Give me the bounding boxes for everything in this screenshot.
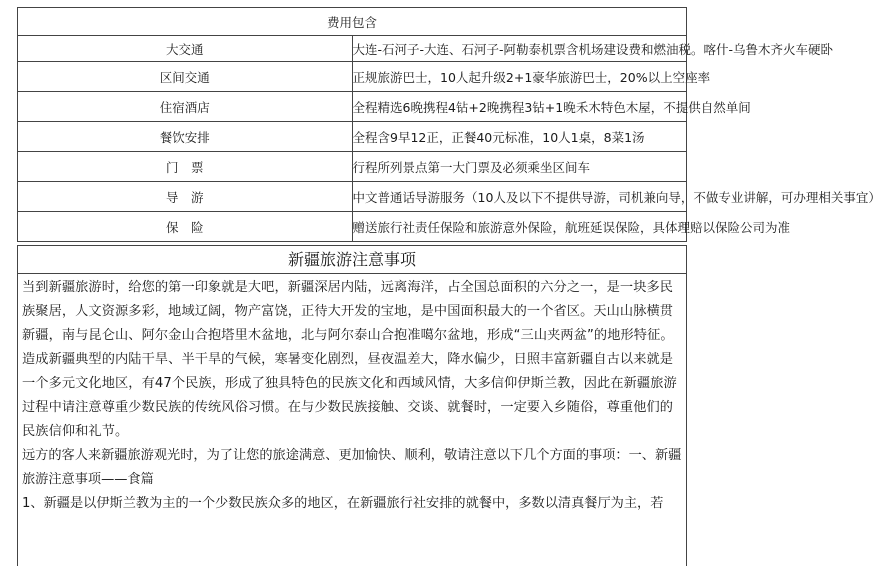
notes-paragraph: 当到新疆旅游时，给您的第一印象就是大吧，新疆深居内陆，远离海洋，占全国总面积的六分之一，是一块多民族聚居，人文资源多彩，地域辽阔，物产富饶，正待大开发的宝地，是中国面积最大的一个省区。天山山脉横贯新疆，南与昆仑山、阿尔金山合抱塔里木盆地，北与阿尔泰山合抱准噶尔盆地，形成“三山夹两盆”的地形特征。造成新疆典型的内陆干旱、半干旱的气候，寒暑变化剧烈，昼夜温差大，降水偏少，日照丰富新疆自古以来就是一个多元文化地区，有47个民族，形成了独具特色的民族文化和西域风情，大多信仰伊斯兰教，因此在新疆旅游过程中请注意尊重少数民族的传统风俗习惯。在与少数民族接触、交谈、就餐时，一定要入乡随俗，尊重他们的民族信仰和礼节。 [22, 280, 677, 439]
row-label: 区间交通 [18, 62, 353, 92]
row-content: 中文普通话导游服务（10人及以下不提供导游，司机兼向导，不做专业讲解，可办理相关事宜） [352, 182, 687, 212]
row-content: 正规旅游巴士，10人起升级2+1豪华旅游巴士，20%以上空座率 [352, 62, 687, 92]
row-label: 导 游 [18, 182, 353, 212]
fees-table-title: 费用包含 [18, 8, 687, 36]
row-label: 餐饮安排 [18, 122, 353, 152]
table-row [18, 36, 687, 62]
row-content: 全程含9早12正，正餐40元标准，10人1桌，8菜1汤 [352, 122, 687, 152]
row-label: 住宿酒店 [18, 92, 353, 122]
row-content: 赠送旅行社责任保险和旅游意外保险，航班延误保险，具体理赔以保险公司为准 [352, 212, 687, 242]
row-label: 保 险 [18, 212, 353, 242]
table-row [18, 122, 687, 152]
table-row [18, 92, 687, 122]
fees-table [17, 7, 881, 242]
row-content: 全程精选6晚携程4钻+2晚携程3钻+1晚禾木特色木屋，不提供自然单间 [352, 92, 687, 122]
row-label: 大交通 [18, 36, 353, 62]
notes-paragraph: 1、新疆是以伊斯兰教为主的一个少数民族众多的地区，在新疆旅行社安排的就餐中，多数以清真餐厅为主，若 [22, 496, 664, 511]
table-row [18, 62, 687, 92]
table-row [18, 182, 687, 212]
table-row [18, 152, 687, 182]
row-content: 大连-石河子-大连、石河子-阿勒泰机票含机场建设费和燃油税。喀什-乌鲁木齐火车硬卧 [352, 36, 687, 62]
row-content: 行程所列景点第一大门票及必须乘坐区间车 [352, 152, 687, 182]
notes-paragraph: 远方的客人来新疆旅游观光时，为了让您的旅途满意、更加愉快、顺利，敬请注意以下几个方面的事项：一、新疆旅游注意事项——食篇 [22, 448, 682, 487]
notes-body [18, 274, 686, 516]
row-label: 门 票 [18, 152, 353, 182]
table-row [18, 212, 687, 242]
notes-title: 新疆旅游注意事项 [18, 246, 686, 274]
notes-section [17, 245, 687, 566]
